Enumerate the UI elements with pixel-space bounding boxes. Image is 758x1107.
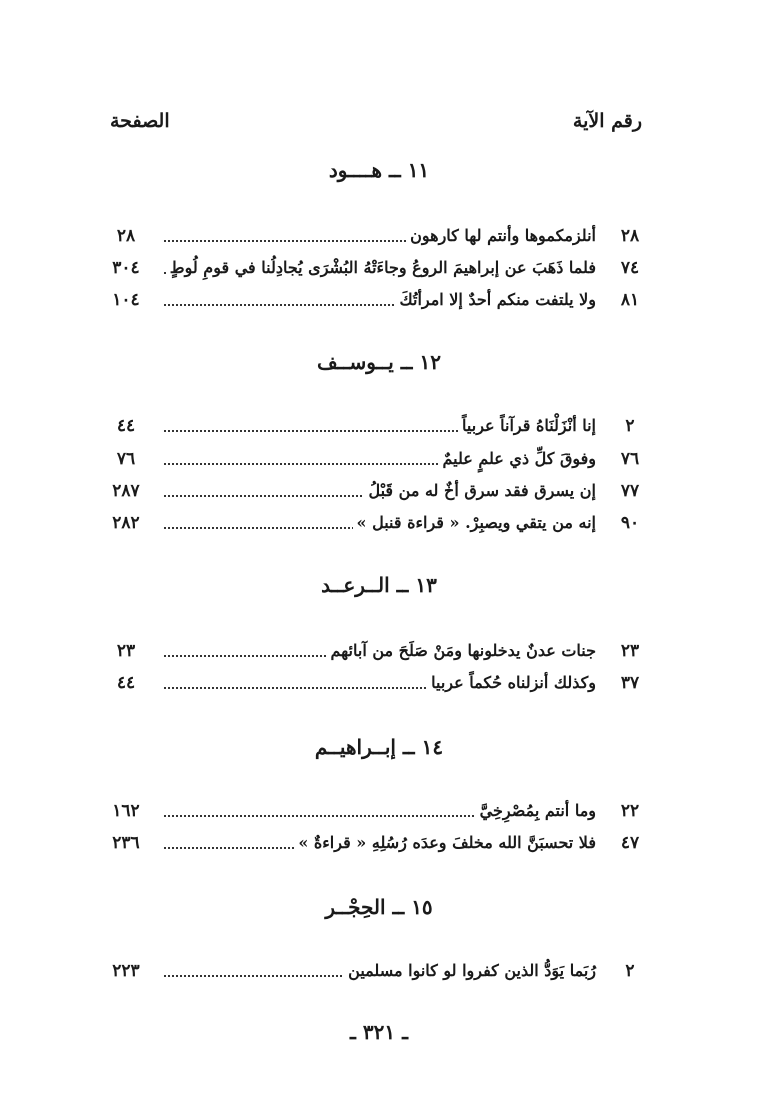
index-row xyxy=(0,639,758,667)
surah-title-raad: ١٣ ــ الــرعــد xyxy=(321,573,437,597)
verse-text: فلا تحسبَنَّ الله مخلفَ وعدَه رُسُلِهِ « قراءةٌ » xyxy=(294,833,596,852)
index-row xyxy=(0,671,758,699)
surah-title-hijr: ١٥ ــ الحِجْــر xyxy=(325,895,433,919)
index-row xyxy=(0,447,758,475)
verse-text: جنات عدنٌ يدخلونها ومَنْ صَلَحَ من آبائهم xyxy=(327,641,596,660)
verse-number: ٧٦ xyxy=(620,449,640,469)
verse-number: ٢٨ xyxy=(620,226,640,246)
page-ref: ٢٣ xyxy=(116,641,136,661)
verse-text: إن يسرق فقد سرق أخٌ له من قَبْلُ xyxy=(364,481,596,500)
page-ref: ٢٢٣ xyxy=(112,961,140,981)
verse-number: ٩٠ xyxy=(620,513,640,533)
page-ref: ٢٣٦ xyxy=(112,833,140,853)
verse-text: وكذلك أنزلناه حُكماً عربيا xyxy=(427,673,596,692)
page-ref: ٧٦ xyxy=(116,449,136,469)
index-row xyxy=(0,959,758,987)
index-row xyxy=(0,288,758,316)
page-ref: ٢٨ xyxy=(116,226,136,246)
surah-title-hud: ١١ ــ هــــود xyxy=(328,158,430,182)
index-row xyxy=(0,224,758,252)
page-ref: ٤٤ xyxy=(116,416,136,436)
verse-number: ٢ xyxy=(625,416,635,436)
page-ref: ٢٨٢ xyxy=(112,513,140,533)
verse-number: ٢٣ xyxy=(620,641,640,661)
verse-text: إنه من يتقي ويصبِرْ. « قراءة قنبل » xyxy=(353,513,596,532)
page-ref: ٤٤ xyxy=(116,673,136,693)
verse-number-header: رقم الآية xyxy=(572,110,642,132)
verse-text: إنا أنْزَلْنَاهُ قرآناً عربياً xyxy=(458,416,596,435)
page-ref: ١٠٤ xyxy=(112,290,140,310)
page-number-header: الصفحة xyxy=(110,110,170,132)
index-row xyxy=(0,511,758,539)
index-row xyxy=(0,479,758,507)
page-ref: ١٦٢ xyxy=(112,801,140,821)
verse-number: ٢ xyxy=(625,961,635,981)
page-ref: ٢٨٧ xyxy=(112,481,140,501)
index-row xyxy=(0,414,758,442)
verse-number: ٢٢ xyxy=(620,801,640,821)
verse-text: وما أنتم بِمُصْرِخِيَّ xyxy=(476,801,596,820)
verse-number: ٧٧ xyxy=(620,481,640,501)
verse-text: وفوقَ كلِّ ذي علمٍ عليمٌ xyxy=(438,449,596,468)
verse-number: ٨١ xyxy=(620,290,640,310)
verse-text: رُبَما يَوَدُّ الذين كفروا لو كانوا مسلمين xyxy=(344,961,596,980)
surah-title-yusuf: ١٢ ــ يــوســف xyxy=(317,350,441,374)
verse-number: ٧٤ xyxy=(620,258,640,278)
verse-number: ٣٧ xyxy=(620,673,640,693)
surah-title-ibrahim: ١٤ ــ إبــراهيــم xyxy=(314,735,444,759)
index-row xyxy=(0,799,758,827)
verse-text: أنلزمكموها وأنتم لها كارهون xyxy=(406,226,596,245)
verse-number: ٤٧ xyxy=(620,833,640,853)
verse-text: فلما ذَهَبَ عن إبراهيمَ الروعُ وجاءَتْهُ البُشْرَى يُجادِلُنا في قومِ لُوطٍ xyxy=(166,258,596,277)
page-number: ـ ٣٢١ ـ xyxy=(350,1020,408,1044)
index-row xyxy=(0,256,758,284)
page-ref: ٣٠٤ xyxy=(112,258,140,278)
index-row xyxy=(0,831,758,859)
verse-text: ولا يلتفت منكم أحدٌ إلا امرأتُكَ xyxy=(396,290,597,309)
